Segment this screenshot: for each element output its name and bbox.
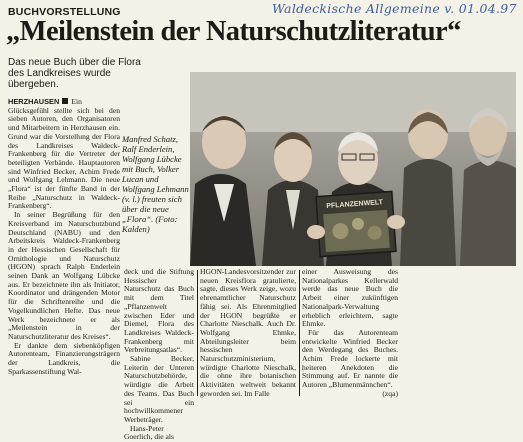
article-headline: „Meilenstein der Naturschutzliteratur“ [6,16,461,47]
column-2-paragraph-2: Sabine Becker, Leiterin der Unteren Naturschutzbehörde, würdigte die Arbeit des Teams. Das Buch sei ein hochwillkommener Werbeträger. [124,354,194,424]
column-1-paragraph-2: In seiner Begrüßung für den Kreisverband im Naturschutzbund Deutschland (NABU) und den Arbeitskreis Waldeck-Frankenberg in der Hessischen Gesellschaft für Ornithologie und Naturschutz (HGON) sprach Ralph Enderlein seinen Dank an Wolfgang Lübcke aus. Er bezeichnete ihn als Initiator, Koordinator und drängenden Motor für die Schriftenreihe und die Vogelkundlichen Hefte. Das neue Werk bezeichnete er als „Meilenstein in der Naturschutzliteratur des Kreises“. [8,210,120,341]
article-column-1 [8,98,120,398]
group-photo-illustration [190,72,516,266]
column-1-paragraph-3: Er dankte dem siebenköpfigen Autorenteam, Finanzierungsträgern der Landkreis, die Sparkassenstiftung Wal- [8,340,120,376]
author-signature: (zqa) [382,388,398,398]
person-4 [400,109,456,266]
group-photo [190,72,516,266]
column-1-paragraph-1: HERZHAUSEN Ein Glücksgefühl stellte sich bei den sieben Autoren, den Organisatoren und Mitarbeitern in Herzhausen ein. Grund war die Vorstellung der Flora des Landkreises Waldeck-Frankenberg für die Vertreter der beteiligten Verbände. Hauptautoren sind Winfried Becker, Achim Frede und Wolfgang Lehmann. Die neue „Flora“ ist der fünfte Band in der Reihe „Naturschutz in Waldeck-Frankenberg“. [8,97,120,211]
column-divider [299,270,300,396]
column-4-paragraph-2: Für das Autorenteam entwickelte Winfried Becker den Werdegang des Buches. Achim Frede lockerte mit heiteren Anekdoten die Stimmung auf. Er nannte die Autoren „Blumenmännchen“. [302,327,398,390]
article-column-3 [200,268,296,400]
article-subhead: Das neue Buch über die Flora des Landkreises wurde übergeben. [8,57,141,90]
column-2-author: Hans-Peter Goerlich, die als [124,423,174,442]
book-cover [316,191,396,256]
dateline: HERZHAUSEN [8,97,60,106]
handwritten-source-note: Waldeckische Allgemeine v. 01.04.97 [272,1,517,16]
photo-caption: Manfred Schatz, Ralf Enderlein, Wolfgang Lübcke mit Buch, Volker Lucan und Wolfgang Lehmann (v. l.) freuten sich über die neue „Flora“. (Foto: Kalden) [122,134,189,234]
column-4-paragraph-1: einer Ausweisung des Nationalparkes Kellerwald werde das neue Buch die Arbeit einer zukünftigen Nationalpark-Verwaltung erheblich erleichtern, sagte Ehmke. [302,267,398,329]
article-column-2 [124,267,194,442]
column-divider [197,270,198,396]
bullet-marker [62,98,68,104]
book-title: PFLANZENWELT [326,199,384,211]
article-column-4 [302,268,398,400]
column-2-paragraph-1: deck und die Stiftung Hessischer Naturschutz das Buch mit dem Titel „Pflanzenwelt zwischen Eder und Diemel, Flora des Landkreises Waldeck-Frankenberg mit Verbreitungsatlas“. [124,267,194,355]
column-3-paragraph-1: HGON-Landesvorsitzender zur neuen Kreisflora gratulierte, sagte, dieses Werk zeige, wozu ehrenamtlicher Naturschutz fähig sei. Als Ehrenmitglied der HGON begrüßte er Charlotte Nieschalk. Auch Dr. Wolfgang Ehmke, Abteilungsleiter beim hessischen Naturschutzministerium, würdigte Charlotte Nieschalk, die ohne ihre botanischen Aktivitäten weltweit bekannt geworden sei. Im Falle [200,267,296,398]
article-kicker: BUCHVORSTELLUNG [8,6,121,18]
